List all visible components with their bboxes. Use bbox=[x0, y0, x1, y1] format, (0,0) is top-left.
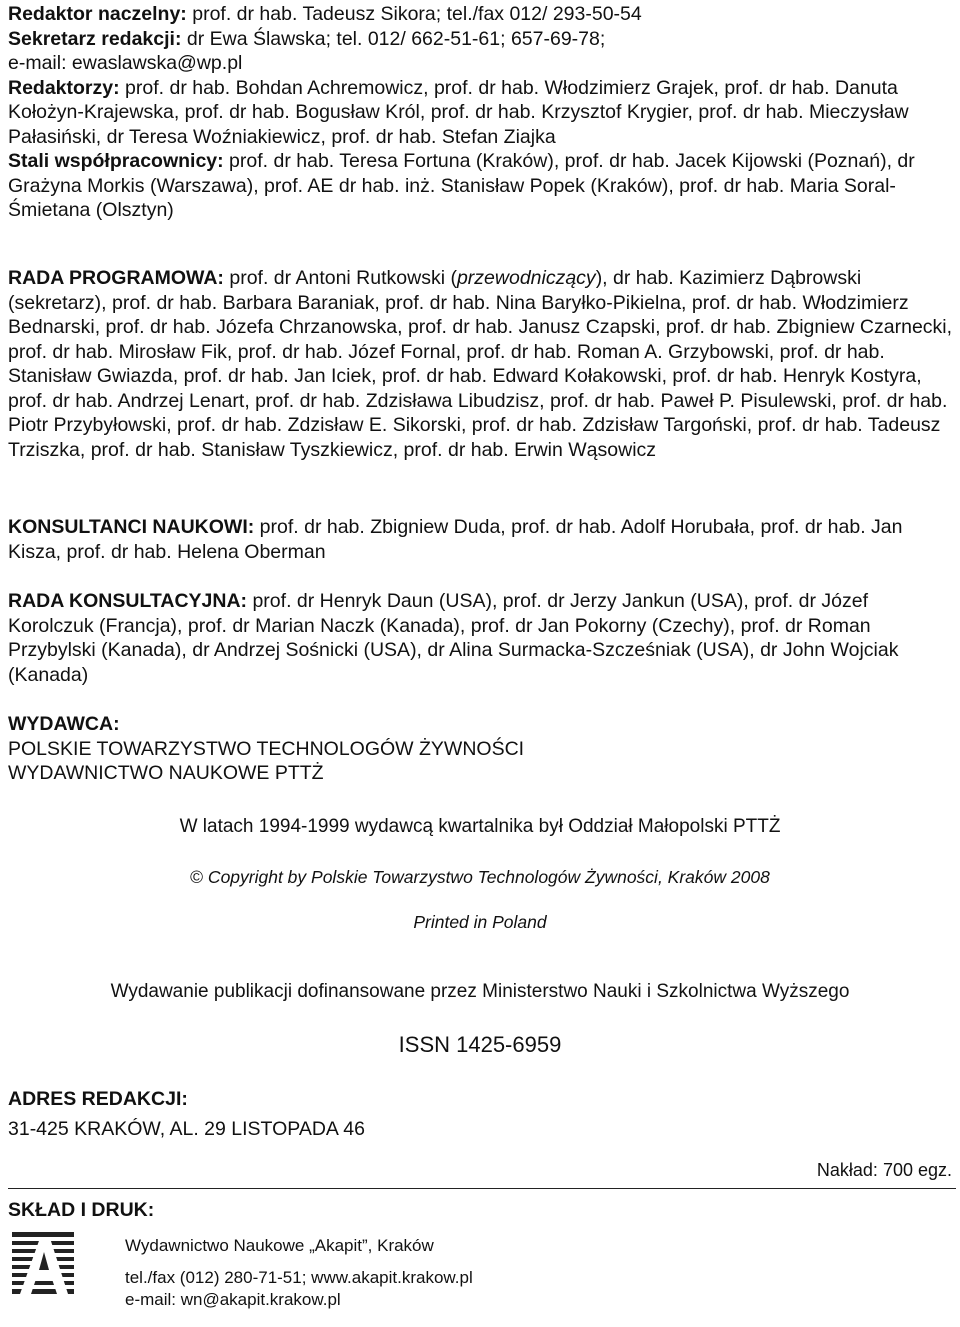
collaborators-value: prof. dr hab. Teresa Fortuna (Kraków), prof. dr hab. Jacek Kijowski (Poznań), dr Grażyna Morkis (Warszawa), prof. AE dr hab. inż. Stanisław Popek (Kraków), prof. dr hab. Maria Soral-Śmietana (Olsztyn) bbox=[8, 150, 915, 221]
program-council-label: RADA PROGRAMOWA: bbox=[8, 267, 224, 289]
secretary-label: Sekretarz redakcji: bbox=[8, 27, 182, 50]
editors-label: Redaktorzy: bbox=[8, 76, 120, 99]
printing-label: SKŁAD I DRUK: bbox=[8, 1199, 155, 1221]
address-label: ADRES REDAKCJI: bbox=[8, 1088, 188, 1110]
editor-in-chief-label: Redaktor naczelny: bbox=[8, 3, 187, 25]
editor-in-chief-value: prof. dr hab. Tadeusz Sikora; tel./fax 012/ 293-50-54 bbox=[186, 3, 642, 25]
copyright-icon: © bbox=[190, 867, 204, 887]
publisher-name: POLSKIE TOWARZYSTWO TECHNOLOGÓW ŻYWNOŚCI bbox=[8, 737, 525, 760]
editors-value: prof. dr hab. Bohdan Achremowicz, prof. dr hab. Włodzimierz Grajek, prof. dr hab. Danuta Kołożyn-Krajewska, prof. dr hab. Bogusław Król, prof. dr hab. Krzysztof Krygier, prof. dr hab. Mieczysław Pałasiński, dr Teresa Woźniakiewicz, prof. dr hab. Stefan Ziajka bbox=[8, 76, 909, 148]
consultative-council-section bbox=[8, 589, 956, 687]
secretary-line bbox=[8, 27, 956, 52]
circulation: Nakład: 700 egz. bbox=[816, 1160, 952, 1180]
collaborators-label: Stali współpracownicy: bbox=[8, 150, 224, 172]
printed-in: Printed in Poland bbox=[413, 912, 547, 932]
consultative-council-value: prof. dr Henryk Daun (USA), prof. dr Jerzy Jankun (USA), prof. dr Józef Korolczuk (Francja), prof. dr Marian Naczk (Kanada), prof. dr Jan Pokorny (Czechy), prof. dr Roman Przybylski (Kanada), dr Andrzej Sośnicki (USA), dr Alina Surmacka-Szcześniak (USA), dr John Wojciak (Kanada) bbox=[8, 590, 899, 686]
akapit-logo-icon bbox=[12, 1232, 74, 1294]
editorial-board-section bbox=[8, 2, 956, 223]
program-council-members: ), dr hab. Kazimierz Dąbrowski (sekretarz), prof. dr hab. Barbara Baraniak, prof. dr hab. Nina Baryłko-Pikielna, prof. dr hab. Włodzimierz Bednarski, prof. dr hab. Józefa Chrzanowska, prof. dr hab. Janusz Czapski, prof. dr hab. Zbigniew Czarnecki, prof. dr hab. Mirosław Fik, prof. dr hab. Józef Fornal, prof. dr hab. Roman A. Grzybowski, prof. dr hab. Stanisław Gwiazda, prof. dr hab. Jan Iciek, prof. dr hab. Edward Kołakowski, prof. dr hab. Henryk Kostyra, prof. dr hab. Andrzej Lenart, prof. dr hab. Zdzisława Libudzisz, prof. dr hab. Paweł P. Pisulewski, prof. dr hab. Piotr Przybyłowski, prof. dr hab. Zdzisław E. Sikorski, prof. dr hab. Zdzisław Targoński, prof. dr hab. Tadeusz Trziszka, prof. dr hab. Stanisław Tyszkiewicz, prof. dr hab. Erwin Wąsowicz bbox=[8, 267, 953, 461]
copyright-text: Copyright by Polskie Towarzystwo Technologów Żywności, Kraków 2008 bbox=[203, 867, 770, 887]
divider bbox=[8, 1188, 956, 1189]
issn: ISSN 1425-6959 bbox=[398, 1032, 562, 1057]
funding-note: Wydawanie publikacji dofinansowane przez Ministerstwo Nauki i Szkolnictwa Wyższego bbox=[110, 981, 850, 1002]
secretary-email: e-mail: ewaslawska@wp.pl bbox=[8, 52, 243, 74]
collaborators-paragraph bbox=[8, 149, 956, 223]
printing-phone: tel./fax (012) 280-71-51; www.akapit.krakow.pl bbox=[125, 1268, 473, 1287]
address-value: 31-425 KRAKÓW, AL. 29 LISTOPADA 46 bbox=[8, 1118, 365, 1140]
program-council-chair-role: przewodniczący bbox=[456, 267, 596, 289]
history-note: W latach 1994-1999 wydawcą kwartalnika był Oddział Małopolski PTTŻ bbox=[179, 816, 781, 837]
publisher-imprint: WYDAWNICTWO NAUKOWE PTTŻ bbox=[8, 762, 324, 784]
program-council-section bbox=[8, 266, 956, 462]
scientific-consultants-section bbox=[8, 515, 956, 564]
publisher-section bbox=[8, 712, 956, 786]
printing-email: e-mail: wn@akapit.krakow.pl bbox=[125, 1290, 341, 1309]
consultative-council-label: RADA KONSULTACYJNA: bbox=[8, 590, 248, 612]
copyright-line bbox=[0, 867, 960, 888]
scientific-consultants-value: prof. dr hab. Zbigniew Duda, prof. dr hab. Adolf Horubała, prof. dr hab. Jan Kisza, prof. dr hab. Helena Oberman bbox=[8, 516, 903, 563]
editor-in-chief-line bbox=[8, 2, 956, 27]
secretary-value: dr Ewa Ślawska; tel. 012/ 662-51-61; 657-69-78; bbox=[181, 27, 606, 50]
printing-company: Wydawnictwo Naukowe „Akapit”, Kraków bbox=[125, 1236, 434, 1255]
publisher-label: WYDAWCA: bbox=[8, 713, 120, 735]
program-council-pre: prof. dr Antoni Rutkowski ( bbox=[223, 267, 457, 289]
editors-paragraph bbox=[8, 76, 956, 150]
scientific-consultants-label: KONSULTANCI NAUKOWI: bbox=[8, 516, 255, 538]
